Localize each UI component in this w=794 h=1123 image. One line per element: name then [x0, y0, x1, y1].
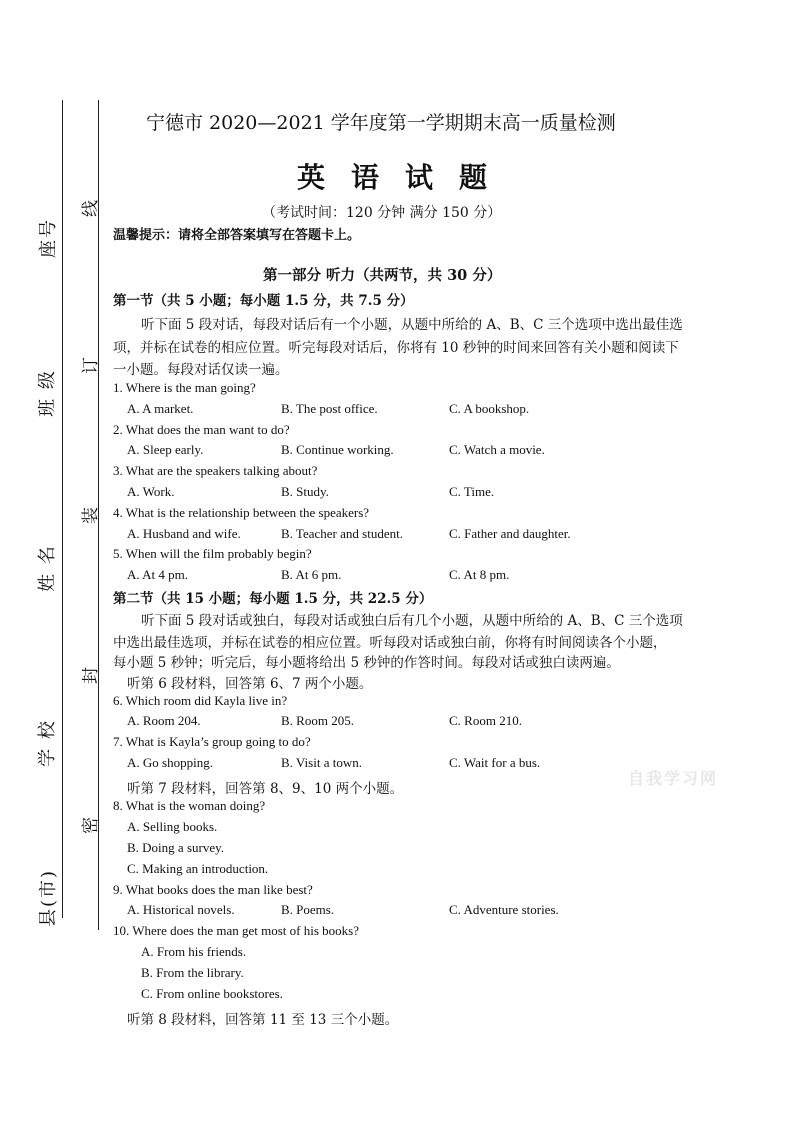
question-4-option-c: C. Father and daughter. — [449, 526, 571, 541]
name-label: 姓 名 — [36, 544, 58, 592]
question-6-option-b: B. Room 205. — [281, 713, 354, 728]
question-3-option-c: C. Time. — [449, 484, 495, 499]
question-1-option-a: A. A market. — [127, 401, 194, 416]
question-6-stem: 6. Which room did Kayla live in? — [113, 693, 288, 708]
section2-heading: 第二节（共 15 小题；每小题 1.5 分，共 22.5 分） — [113, 591, 433, 607]
question-5-option-a: A. At 4 pm. — [127, 567, 189, 582]
question-7-option-b: B. Visit a town. — [281, 755, 362, 770]
question-9-option-a: A. Historical novels. — [127, 902, 235, 917]
part1-heading: 第一部分 听力（共两节，共 30 分） — [263, 267, 502, 284]
section1-instructions-2: 项，并标在试卷的相应位置。听完每段对话后，你将有 10 秒钟的时间来回答有关小题和阅读下 — [113, 340, 679, 356]
question-4-stem: 4. What is the relationship between the speakers? — [113, 505, 370, 520]
seat-number-label: 座号 — [38, 218, 59, 258]
binding-line-outer — [62, 100, 63, 918]
question-2-option-a: A. Sleep early. — [127, 442, 204, 457]
question-1-stem: 1. Where is the man going? — [113, 380, 256, 395]
question-9-option-b: B. Poems. — [281, 902, 335, 917]
section1-instructions-1: 听下面 5 段对话，每段对话后有一个小题，从题中所给的 A、B、C 三个选项中选出最佳选 — [141, 317, 683, 333]
section2-instructions-1: 听下面 5 段对话或独白，每段对话或独白后有几个小题，从题中所给的 A、B、C 三个选项 — [141, 613, 683, 629]
subject-title: 英语试题 — [297, 161, 514, 194]
question-10-option-a: A. From his friends. — [141, 944, 247, 959]
question-10-option-b: B. From the library. — [141, 965, 244, 980]
material-6-note: 听第 6 段材料，回答第 6、7 两个小题。 — [127, 676, 373, 692]
question-2-stem: 2. What does the man want to do? — [113, 422, 290, 437]
reminder: 温馨提示：请将全部答案填写在答题卡上。 — [113, 228, 361, 243]
county-label: 县(市) — [38, 868, 60, 928]
question-5-stem: 5. When will the film probably begin? — [113, 546, 312, 561]
question-9-stem: 9. What books does the man like best? — [113, 882, 313, 897]
question-1-option-c: C. A bookshop. — [449, 401, 530, 416]
watermark: 自我学习网 — [628, 769, 719, 788]
exam-title: 宁德市 2020—2021 学年度第一学期期末高一质量检测 — [146, 112, 616, 134]
question-9-option-c: C. Adventure stories. — [449, 902, 559, 917]
question-1-option-b: B. The post office. — [281, 401, 378, 416]
question-4-option-b: B. Teacher and student. — [281, 526, 403, 541]
question-8-option-a: A. Selling books. — [127, 819, 218, 834]
class-label: 班 级 — [36, 369, 58, 417]
school-label: 学 校 — [36, 719, 58, 767]
section1-heading: 第一节（共 5 小题；每小题 1.5 分，共 7.5 分） — [113, 293, 414, 309]
section2-instructions-3: 每小题 5 秒钟；听完后，每小题将给出 5 秒钟的作答时间。每段对话或独白读两遍。 — [113, 655, 620, 671]
question-4-option-a: A. Husband and wife. — [127, 526, 241, 541]
section1-instructions-3: 一小题。每段对话仅读一遍。 — [113, 362, 289, 378]
question-6-option-a: A. Room 204. — [127, 713, 201, 728]
binding-word-zhuang: 装 — [81, 507, 101, 524]
question-3-stem: 3. What are the speakers talking about? — [113, 463, 318, 478]
question-10-option-c: C. From online bookstores. — [141, 986, 283, 1001]
question-6-option-c: C. Room 210. — [449, 713, 522, 728]
question-7-option-a: A. Go shopping. — [127, 755, 213, 770]
binding-word-feng: 封 — [81, 667, 101, 684]
material-8-note: 听第 8 段材料，回答第 11 至 13 三个小题。 — [127, 1012, 399, 1028]
question-8-stem: 8. What is the woman doing? — [113, 798, 266, 813]
question-2-option-b: B. Continue working. — [281, 442, 394, 457]
question-8-option-b: B. Doing a survey. — [127, 840, 225, 855]
question-10-stem: 10. Where does the man get most of his books? — [113, 923, 359, 938]
question-5-option-c: C. At 8 pm. — [449, 567, 510, 582]
question-5-option-b: B. At 6 pm. — [281, 567, 342, 582]
question-8-option-c: C. Making an introduction. — [127, 861, 269, 876]
binding-word-ding: 订 — [81, 357, 101, 374]
question-2-option-c: C. Watch a movie. — [449, 442, 545, 457]
binding-word-xian: 线 — [81, 200, 101, 217]
question-3-option-b: B. Study. — [281, 484, 329, 499]
question-7-stem: 7. What is Kayla’s group going to do? — [113, 734, 311, 749]
binding-word-mi: 密 — [81, 817, 101, 834]
exam-time-info: （考试时间：120 分钟 满分 150 分） — [262, 205, 502, 221]
material-7-note: 听第 7 段材料，回答第 8、9、10 两个小题。 — [127, 781, 404, 797]
question-3-option-a: A. Work. — [127, 484, 175, 499]
question-7-option-c: C. Wait for a bus. — [449, 755, 541, 770]
section2-instructions-2: 中选出最佳选项，并标在试卷的相应位置。听每段对话或独白前，你将有时间阅读各个小题， — [113, 635, 667, 651]
